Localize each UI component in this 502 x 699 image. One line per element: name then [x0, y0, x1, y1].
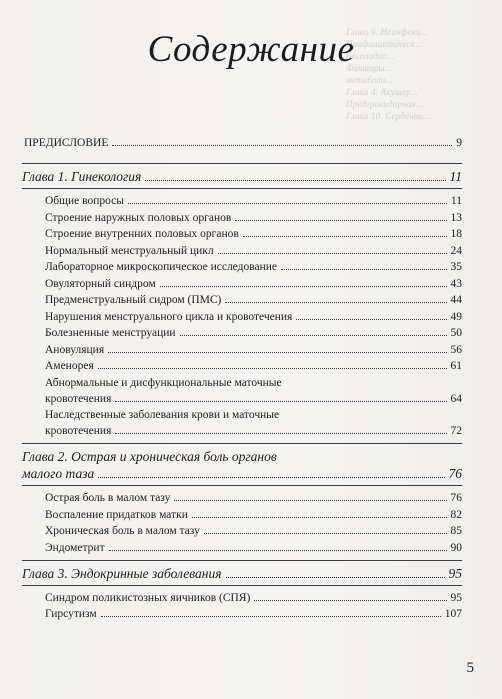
item-title: Острая боль в малом тазу [45, 492, 171, 504]
item-title: Аменорея [45, 360, 94, 372]
dot-leader [174, 500, 446, 501]
dot-leader [115, 401, 446, 402]
list-item [22, 507, 462, 523]
chapter-heading [22, 168, 462, 185]
dot-leader [145, 180, 445, 181]
item-title: Нормальный менструальный цикл [45, 244, 214, 257]
item-title: Общие вопросы [45, 195, 125, 207]
list-item [22, 375, 462, 407]
list-item [22, 342, 462, 358]
dot-leader [160, 286, 447, 287]
chapter-title-line2: малого таза [22, 466, 95, 481]
chapter-title: Глава 1. Гинекология [22, 169, 142, 184]
divider [22, 443, 462, 444]
dot-leader [225, 302, 446, 303]
chapter-page: 95 [448, 565, 462, 581]
item-title: Лабораторное микроскопическое исследование [45, 261, 278, 273]
list-item [22, 523, 462, 539]
item-title: Строение наружных половых органов [45, 211, 232, 224]
item-page: 18 [450, 228, 462, 240]
bleed-line: Бесплодие... [346, 51, 395, 61]
item-title: Предменструальный сидром (ПМС) [45, 294, 222, 306]
chapter-section [22, 560, 462, 623]
dot-leader [128, 203, 447, 204]
dot-leader [109, 550, 447, 551]
divider [22, 163, 462, 164]
dot-leader [108, 352, 446, 353]
item-title: Эндометрит [45, 541, 105, 554]
list-item [22, 490, 462, 506]
bleed-line: Предгравидарная... [346, 99, 424, 109]
dot-leader [204, 533, 447, 534]
item-title: Гирсутизм [45, 608, 97, 620]
item-title: Воспаление придатков матки [45, 508, 188, 521]
dot-leader [254, 600, 446, 601]
list-item [22, 407, 462, 439]
divider [22, 485, 462, 486]
list-item [22, 276, 462, 292]
list-item [22, 292, 462, 308]
bleed-line: Профилактическ... [346, 39, 423, 49]
item-page: 13 [450, 211, 462, 224]
bleed-line: Глава 4. Акушер... [346, 87, 419, 97]
dot-leader [98, 368, 447, 369]
dot-leader [98, 477, 444, 478]
item-page: 11 [450, 195, 462, 207]
bleed-line: метаболи... [346, 75, 393, 85]
item-page: 64 [450, 392, 462, 405]
dot-leader [235, 220, 446, 221]
entry-page: 9 [456, 137, 462, 149]
item-page: 82 [450, 508, 462, 521]
item-title: Овуляторный синдром [45, 277, 156, 290]
chapter-title: Глава 3. Эндокринные заболевания [22, 565, 222, 581]
item-page: 56 [450, 343, 462, 356]
item-page: 90 [450, 541, 462, 554]
item-title: Хроническая боль в малом тазу [45, 525, 200, 537]
item-title-line1: Абнормальные и дисфункциональные маточные [45, 376, 282, 389]
page-number: 5 [466, 660, 474, 676]
chapter-section [22, 443, 462, 556]
item-title-line2: кровотечения [45, 425, 112, 437]
item-page: 49 [450, 310, 462, 323]
chapter-heading [22, 565, 462, 582]
divider [22, 585, 462, 586]
item-page: 61 [450, 360, 462, 372]
item-title: Болезненные менструации [45, 327, 176, 339]
dot-leader [192, 517, 447, 518]
dot-leader [296, 319, 446, 320]
dot-leader [281, 269, 446, 270]
chapter-page: 11 [449, 169, 462, 184]
item-page: 76 [450, 492, 462, 504]
list-item [22, 540, 462, 556]
item-page: 43 [450, 277, 462, 290]
item-title-line2: кровотечения [45, 392, 112, 405]
chapter-section [22, 163, 462, 439]
chapter-heading [22, 448, 462, 482]
dot-leader [101, 616, 441, 617]
list-item [22, 309, 462, 325]
list-item [22, 210, 462, 226]
table-of-contents [22, 135, 462, 626]
list-item [22, 226, 462, 242]
item-page: 44 [450, 294, 462, 306]
item-page: 72 [450, 425, 462, 437]
list-item [22, 193, 462, 209]
list-item [22, 259, 462, 275]
item-page: 50 [450, 327, 462, 339]
list-item [22, 243, 462, 259]
dot-leader [226, 577, 445, 578]
chapter-title-line1: Глава 2. Острая и хроническая боль органов [22, 449, 277, 464]
bleed-line: Глава 10. Сердечно... [346, 111, 431, 121]
item-page: 35 [450, 261, 462, 273]
item-title: Синдром поликистозных яичников (СПЯ) [45, 591, 251, 604]
list-item [22, 590, 462, 606]
chapter-page: 76 [448, 466, 462, 481]
item-title: Ановуляция [45, 343, 105, 356]
dot-leader [218, 253, 447, 254]
bleed-line: Глава 9. Неинфекц... [346, 27, 429, 37]
entry-title: ПРЕДИСЛОВИЕ [24, 137, 109, 149]
item-page: 24 [450, 244, 462, 257]
item-title: Нарушения менструального цикла и кровотечения [45, 310, 293, 323]
list-item [22, 358, 462, 374]
divider [22, 560, 462, 561]
dot-leader [115, 433, 446, 434]
item-page: 85 [450, 525, 462, 537]
dot-leader [243, 236, 447, 237]
item-title-line1: Наследственные заболевания крови и маточные [45, 409, 280, 421]
toc-entry-preface [22, 135, 462, 151]
bleed-line: Факторы... [346, 63, 393, 73]
dot-leader [112, 145, 452, 146]
page-title: Содержание [147, 29, 355, 70]
list-item [22, 325, 462, 341]
list-item [22, 606, 462, 622]
item-page: 107 [444, 608, 462, 620]
divider [22, 188, 462, 189]
dot-leader [180, 335, 447, 336]
item-page: 95 [450, 591, 462, 604]
item-title: Строение внутренних половых органов [45, 228, 239, 240]
